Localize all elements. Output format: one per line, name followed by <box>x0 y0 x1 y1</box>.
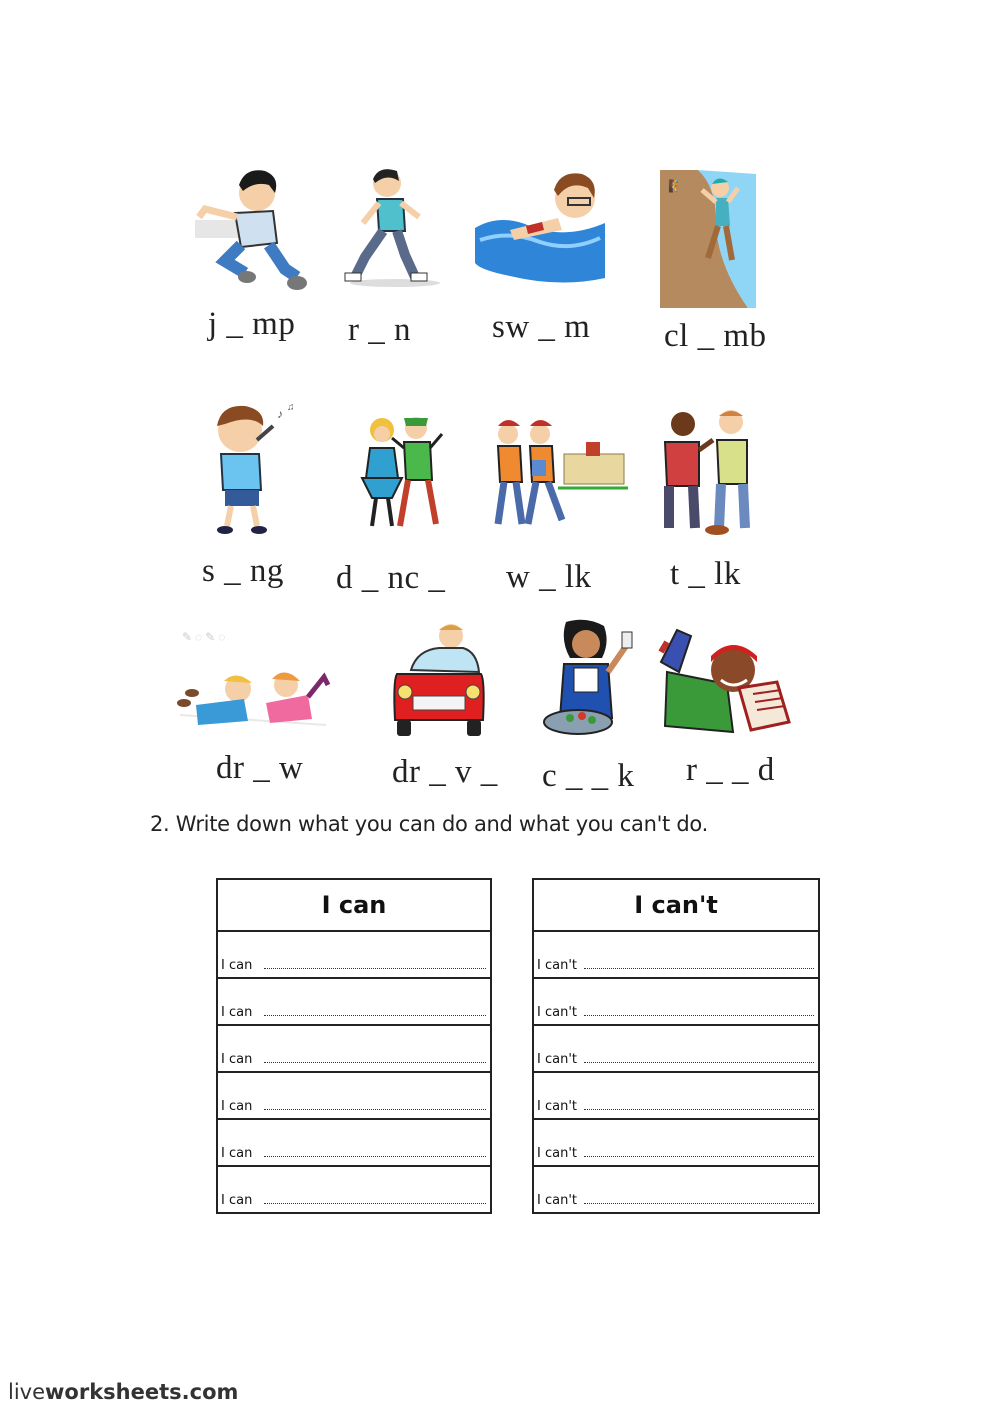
row-label: I can <box>221 1052 253 1067</box>
svg-text:♫: ♫ <box>287 402 295 413</box>
i-cant-row[interactable] <box>534 1073 818 1120</box>
talking-men-icon <box>655 402 760 537</box>
row-label: I can't <box>537 1099 577 1114</box>
row-label: I can <box>221 1193 253 1208</box>
row-label: I can't <box>537 1052 577 1067</box>
i-can-row[interactable] <box>218 1120 490 1167</box>
answer-line[interactable] <box>584 1156 814 1157</box>
row-label: I can <box>221 958 253 973</box>
brand-suffix: .com <box>181 1380 239 1404</box>
answer-line[interactable] <box>264 968 486 969</box>
row-label: I can't <box>537 1193 577 1208</box>
i-cant-row[interactable] <box>534 979 818 1026</box>
svg-text:♪: ♪ <box>277 407 283 421</box>
word-item: sw _ m <box>492 309 591 345</box>
word-item: cl _ mb <box>664 318 767 354</box>
i-cant-row[interactable] <box>534 1026 818 1073</box>
word-item: c _ _ k <box>542 758 635 794</box>
i-cant-row[interactable] <box>534 1167 818 1212</box>
answer-line[interactable] <box>264 1203 486 1204</box>
swimming-boy-icon <box>470 168 610 283</box>
i-can-header: I can <box>218 880 490 932</box>
answer-line[interactable] <box>264 1062 486 1063</box>
row-label: I can <box>221 1146 253 1161</box>
row-label: I can <box>221 1099 253 1114</box>
word-item: dr _ v _ <box>392 754 498 790</box>
running-boy-icon <box>335 165 450 290</box>
i-cant-table <box>532 878 820 1214</box>
liveworksheets-logo[interactable] <box>8 1380 238 1404</box>
i-can-table <box>216 878 492 1214</box>
exercise-2-instruction: 2. Write down what you can do and what you can't do. <box>150 812 708 836</box>
answer-line[interactable] <box>264 1156 486 1157</box>
row-label: I can <box>221 1005 253 1020</box>
answer-line[interactable] <box>584 1109 814 1110</box>
answer-line[interactable] <box>584 1015 814 1016</box>
reading-boy-icon <box>657 622 805 744</box>
row-label: I can't <box>537 958 577 973</box>
dancing-kids-icon <box>352 408 447 543</box>
jumping-boy-icon <box>185 165 310 295</box>
singing-boy-icon <box>195 400 300 540</box>
walking-boys-icon <box>492 404 630 539</box>
word-item: r _ n <box>348 312 411 348</box>
answer-line[interactable] <box>584 968 814 969</box>
word-item: j _ mp <box>208 306 296 342</box>
i-can-row[interactable] <box>218 932 490 979</box>
drawing-kids-icon <box>176 625 331 740</box>
brand-prefix: live <box>8 1380 46 1404</box>
climbing-boy-icon <box>658 168 758 313</box>
svg-text:🧗: 🧗 <box>668 179 683 193</box>
word-item: w _ lk <box>506 559 592 595</box>
i-can-row[interactable] <box>218 979 490 1026</box>
row-label: I can't <box>537 1005 577 1020</box>
i-cant-row[interactable] <box>534 932 818 979</box>
row-label: I can't <box>537 1146 577 1161</box>
word-item: r _ _ d <box>686 752 775 788</box>
svg-text:✎ ◌ ✎ ◌: ✎ ◌ ✎ ◌ <box>182 630 226 644</box>
answer-line[interactable] <box>264 1109 486 1110</box>
brand-main: worksheets <box>45 1380 182 1404</box>
i-can-row[interactable] <box>218 1167 490 1212</box>
word-item: t _ lk <box>670 556 741 592</box>
word-item: s _ ng <box>202 553 284 589</box>
answer-line[interactable] <box>584 1062 814 1063</box>
word-item: dr _ w <box>216 750 304 786</box>
i-cant-row[interactable] <box>534 1120 818 1167</box>
driving-car-icon <box>393 620 485 745</box>
i-can-row[interactable] <box>218 1073 490 1120</box>
answer-line[interactable] <box>584 1203 814 1204</box>
i-cant-header: I can't <box>534 880 818 932</box>
word-item: d _ nc _ <box>336 560 446 596</box>
i-can-row[interactable] <box>218 1026 490 1073</box>
answer-line[interactable] <box>264 1015 486 1016</box>
cooking-woman-icon <box>530 618 642 748</box>
